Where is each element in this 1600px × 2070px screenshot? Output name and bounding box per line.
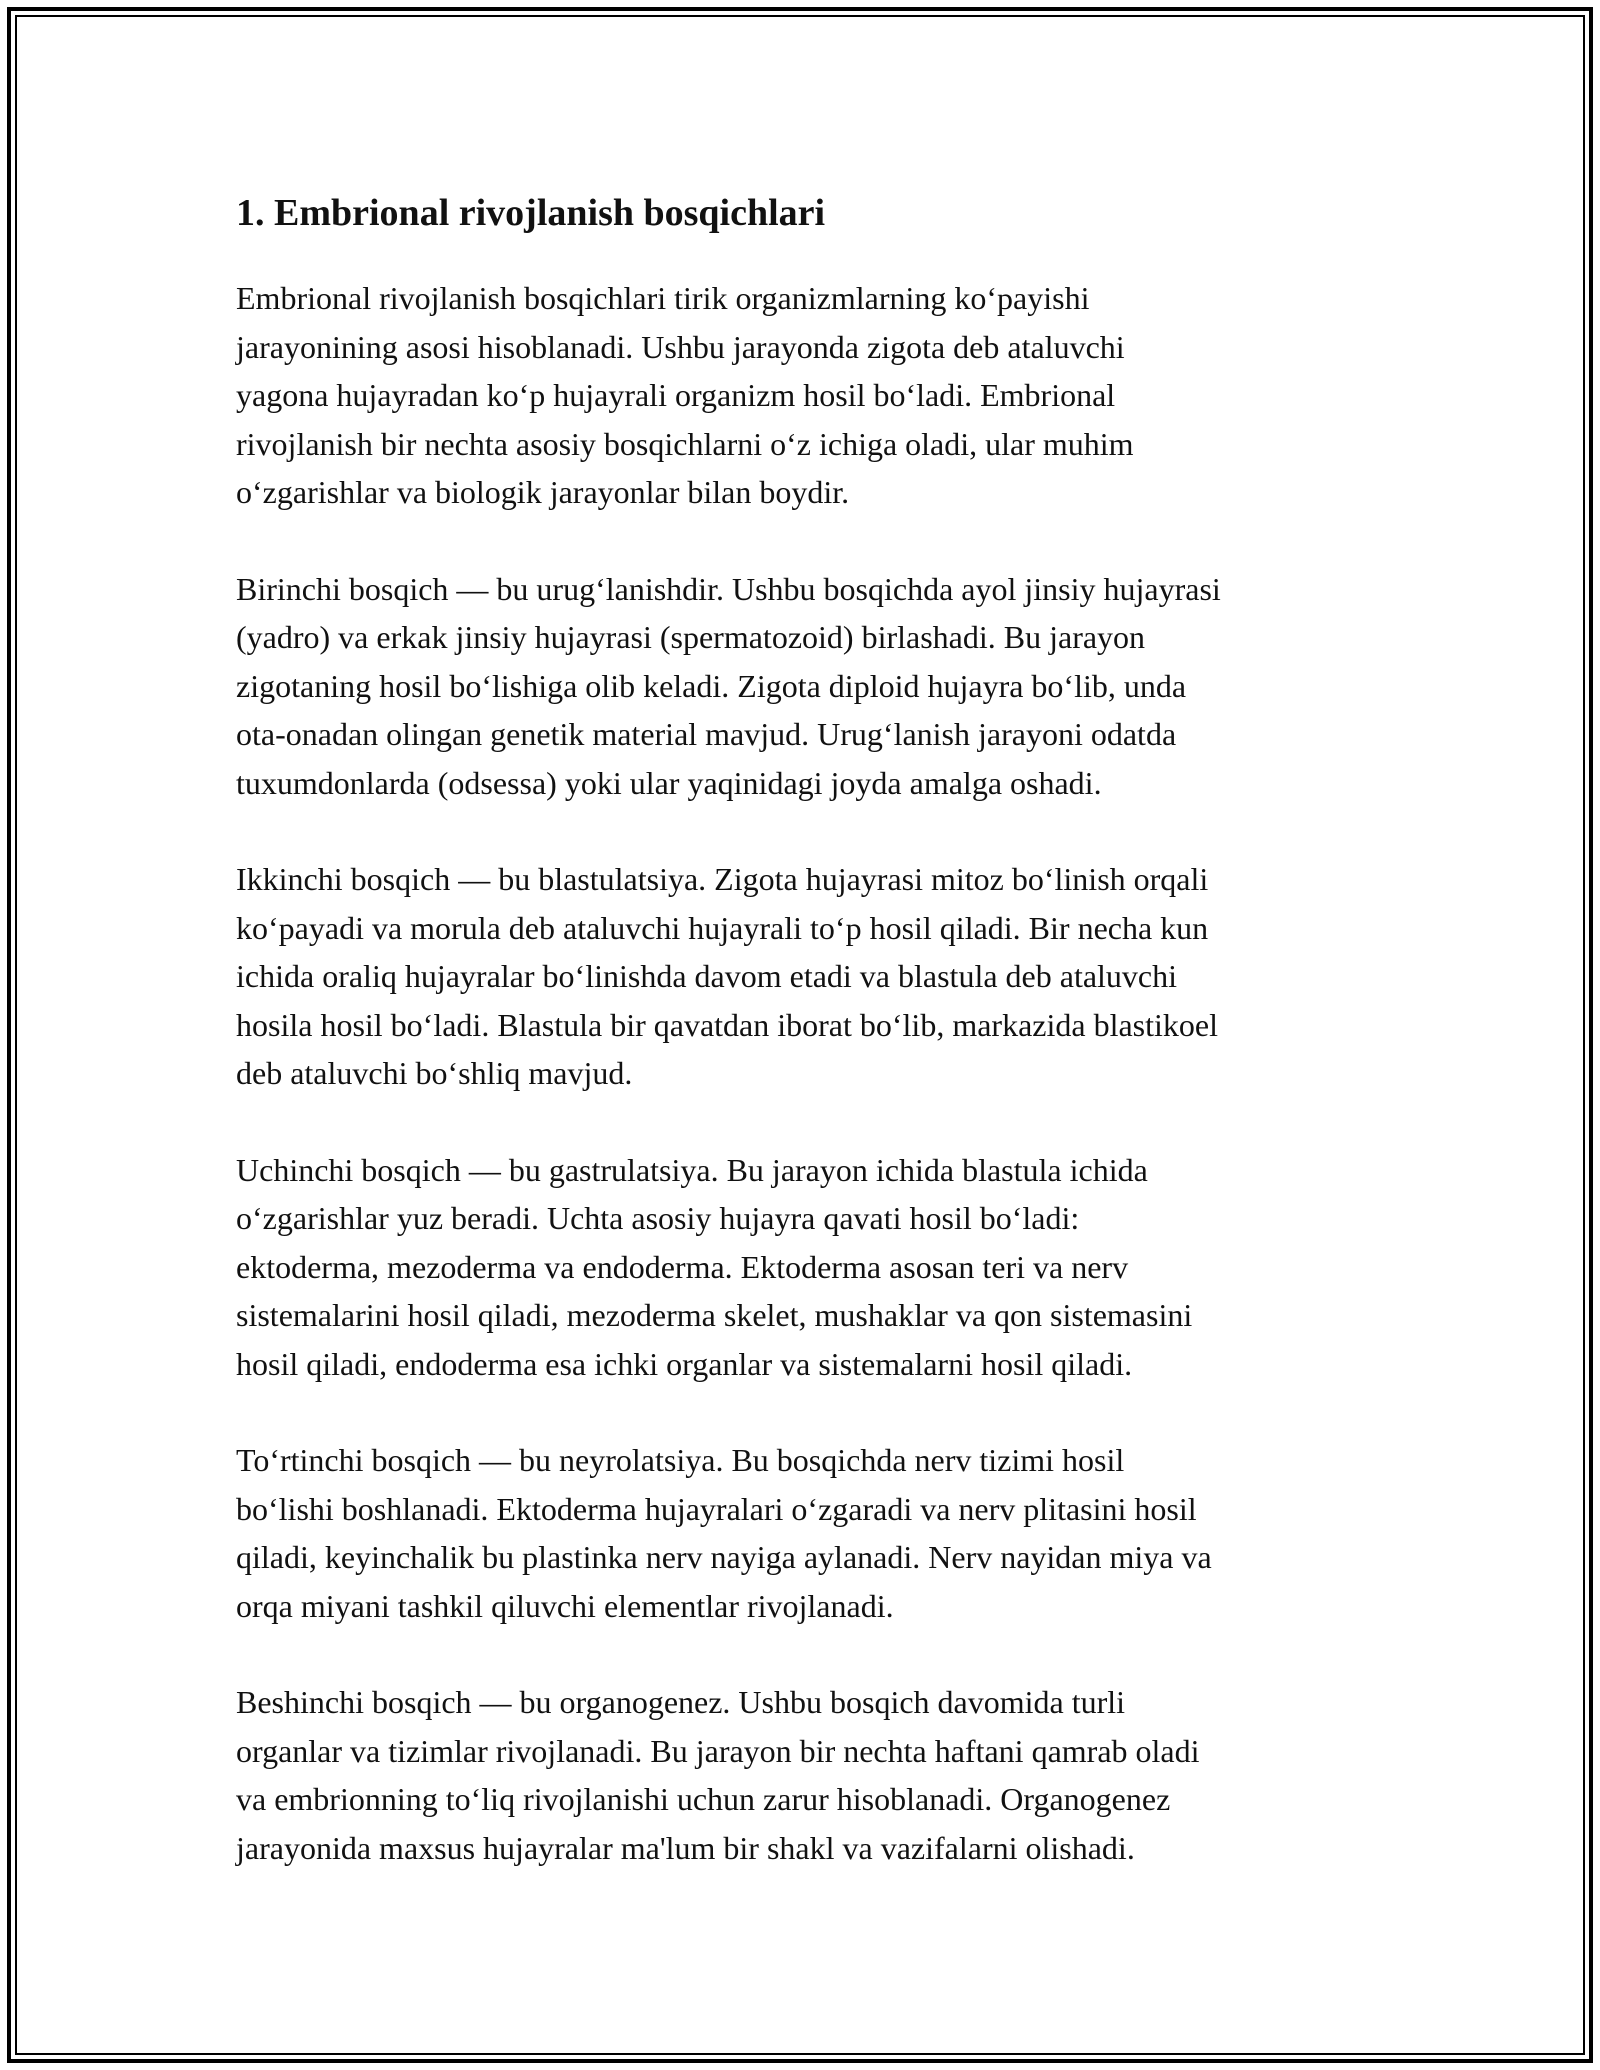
paragraph-line: jarayonida maxsus hujayralar ma'lum bir shakl va vazifalarni olishadi.	[236, 1829, 1135, 1866]
paragraph-stage-1	[236, 565, 1376, 808]
paragraph-line: o‘zgarishlar va biologik jarayonlar bilan boydir.	[236, 474, 850, 510]
paragraph-stage-5	[236, 1678, 1376, 1872]
paragraph-stage-3	[236, 1146, 1376, 1389]
paragraph-line: bo‘lishi boshlanadi. Ektoderma hujayralari o‘zgaradi va nerv plitasini hosil	[236, 1490, 1197, 1527]
paragraph-line: jarayonining asosi hisoblanadi. Ushbu jarayonda zigota deb ataluvchi	[236, 328, 1125, 365]
paragraph-line: o‘zgarishlar yuz beradi. Uchta asosiy hujayra qavati hosil bo‘ladi:	[236, 1200, 1080, 1236]
paragraph-stage-4	[236, 1436, 1376, 1630]
paragraph-line: ichida oraliq hujayralar bo‘linishda davom etadi va blastula deb ataluvchi	[236, 958, 1178, 994]
document-title: 1. Embrional rivojlanish bosqichlari	[236, 192, 826, 234]
paragraph-line: orqa miyani tashkil qiluvchi elementlar rivojlanadi.	[236, 1587, 894, 1624]
paragraph-line: rivojlanish bir nechta asosiy bosqichlarni o‘z ichiga oladi, ular muhim	[236, 425, 1134, 462]
paragraph-line: organlar va tizimlar rivojlanadi. Bu jarayon bir nechta haftani qamrab oladi	[236, 1732, 1200, 1769]
paragraph-line: yagona hujayradan ko‘p hujayrali organizm hosil bo‘ladi. Embrional	[236, 377, 1116, 413]
paragraph-line: tuxumdonlarda (odsessa) yoki ular yaqinidagi joyda amalga oshadi.	[236, 764, 1102, 801]
paragraph-line: va embrionning to‘liq rivojlanishi uchun zarur hisoblanadi. Organogenez	[236, 1781, 1171, 1817]
paragraph-line: Ikkinchi bosqich — bu blastulatsiya. Zigota hujayrasi mitoz bo‘linish orqali	[236, 861, 1209, 897]
paragraph-line: Uchinchi bosqich — bu gastrulatsiya. Bu jarayon ichida blastula ichida	[236, 1151, 1148, 1188]
paragraph-line: zigotaning hosil bo‘lishiga olib keladi. Zigota diploid hujayra bo‘lib, unda	[236, 667, 1187, 704]
paragraph-line: To‘rtinchi bosqich — bu neyrolatsiya. Bu bosqichda nerv tizimi hosil	[236, 1442, 1125, 1478]
paragraph-line: Beshinchi bosqich — bu organogenez. Ushbu bosqich davomida turli	[236, 1684, 1126, 1720]
paragraph-line: sistemalarini hosil qiladi, mezoderma skelet, mushaklar va qon sistemasini	[236, 1297, 1193, 1333]
paragraph-stage-2	[236, 855, 1376, 1098]
paragraph-line: ko‘payadi va morula deb ataluvchi hujayrali to‘p hosil qiladi. Bir necha kun	[236, 909, 1209, 946]
paragraph-line: qiladi, keyinchalik bu plastinka nerv nayiga aylanadi. Nerv nayidan miya va	[236, 1539, 1212, 1575]
paragraph-line: Birinchi bosqich — bu urug‘lanishdir. Ushbu bosqichda ayol jinsiy hujayrasi	[236, 570, 1221, 607]
paragraph-line: (yadro) va erkak jinsiy hujayrasi (spermatozoid) birlashadi. Bu jarayon	[236, 619, 1146, 655]
paragraph-intro	[236, 274, 1376, 517]
paragraph-line: ota-onadan olingan genetik material mavjud. Urug‘lanish jarayoni odatda	[236, 716, 1177, 752]
paragraph-line: hosil qiladi, endoderma esa ichki organlar va sistemalarni hosil qiladi.	[236, 1345, 1133, 1382]
paragraph-line: ektoderma, mezoderma va endoderma. Ektoderma asosan teri va nerv	[236, 1248, 1129, 1285]
document-body	[236, 190, 1376, 1920]
paragraph-line: hosila hosil bo‘ladi. Blastula bir qavatdan iborat bo‘lib, markazida blastikoel	[236, 1006, 1218, 1043]
paragraph-line: deb ataluvchi bo‘shliq mavjud.	[236, 1055, 633, 1091]
paragraph-line: Embrional rivojlanish bosqichlari tirik organizmlarning ko‘payishi	[236, 280, 1090, 316]
